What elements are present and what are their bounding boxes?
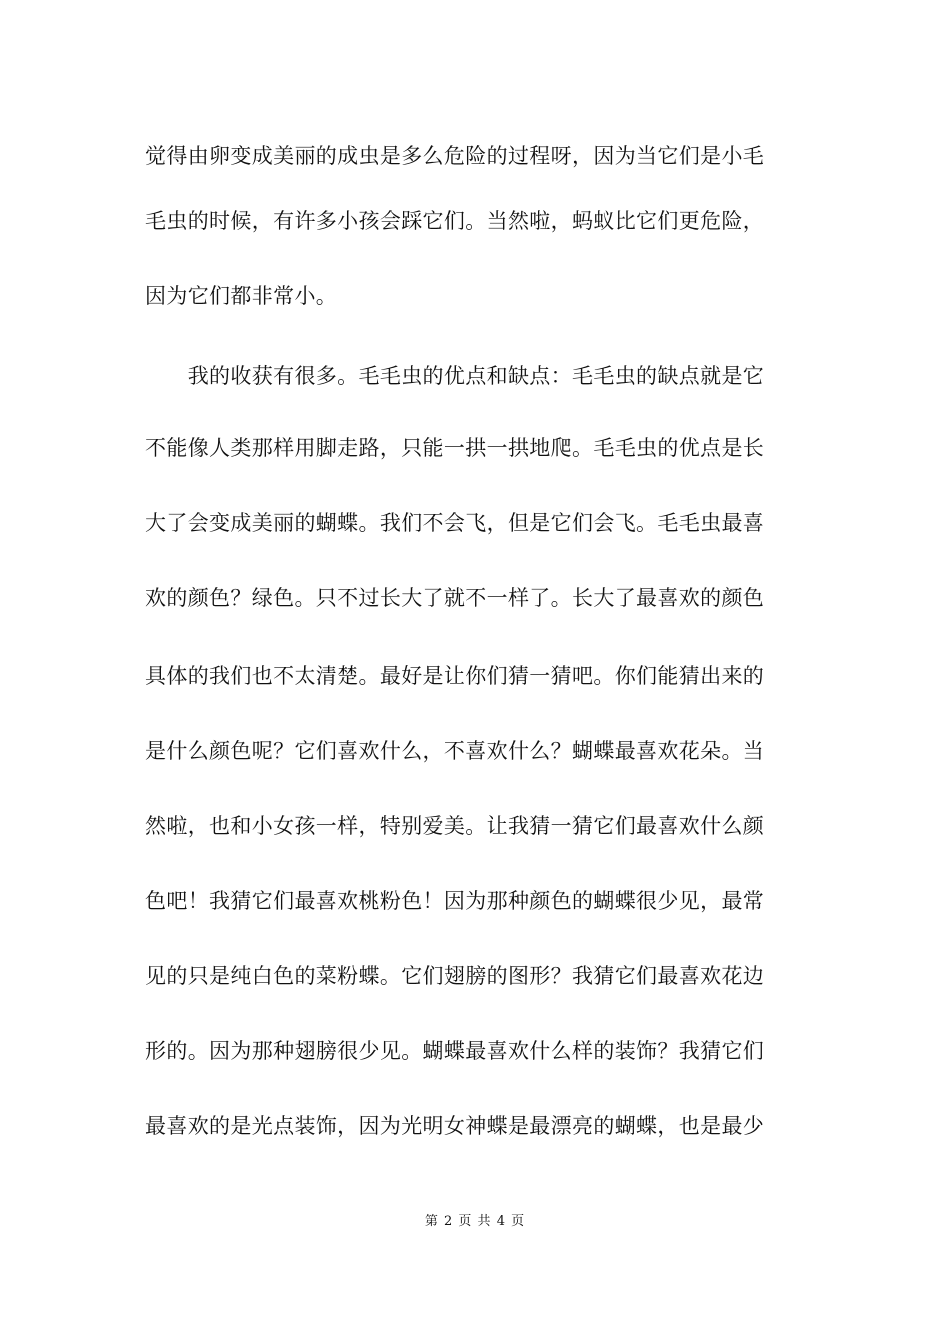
text-line: 形的。因为那种翅膀很少见。蝴蝶最喜欢什么样的装饰？我猜它们	[145, 1039, 765, 1063]
text-line: 毛虫的时候，有许多小孩会踩它们。当然啦，蚂蚁比它们更危险，	[145, 209, 765, 233]
text-line: 色吧！我猜它们最喜欢桃粉色！因为那种颜色的蝴蝶很少见，最常	[145, 889, 765, 913]
text-line: 因为它们都非常小。	[145, 284, 338, 308]
page-number-footer: 第 2 页 共 4 页	[424, 1214, 526, 1229]
text-line: 最喜欢的是光点装饰，因为光明女神蝶是最漂亮的蝴蝶，也是最少	[145, 1114, 765, 1138]
text-line: 见的只是纯白色的菜粉蝶。它们翅膀的图形？我猜它们最喜欢花边	[145, 964, 765, 988]
paragraph-start-line: 我的收获有很多。毛毛虫的优点和缺点：毛毛虫的缺点就是它	[145, 364, 765, 388]
text-line: 觉得由卵变成美丽的成虫是多么危险的过程呀，因为当它们是小毛	[145, 144, 765, 168]
text-line: 不能像人类那样用脚走路，只能一拱一拱地爬。毛毛虫的优点是长	[145, 436, 765, 460]
text-line: 具体的我们也不太清楚。最好是让你们猜一猜吧。你们能猜出来的	[145, 664, 765, 688]
text-line: 大了会变成美丽的蝴蝶。我们不会飞，但是它们会飞。毛毛虫最喜	[145, 511, 765, 535]
text-line: 欢的颜色？绿色。只不过长大了就不一样了。长大了最喜欢的颜色	[145, 586, 765, 610]
text-line: 然啦，也和小女孩一样，特别爱美。让我猜一猜它们最喜欢什么颜	[145, 814, 765, 838]
text-line: 是什么颜色呢？它们喜欢什么，不喜欢什么？蝴蝶最喜欢花朵。当	[145, 739, 765, 763]
